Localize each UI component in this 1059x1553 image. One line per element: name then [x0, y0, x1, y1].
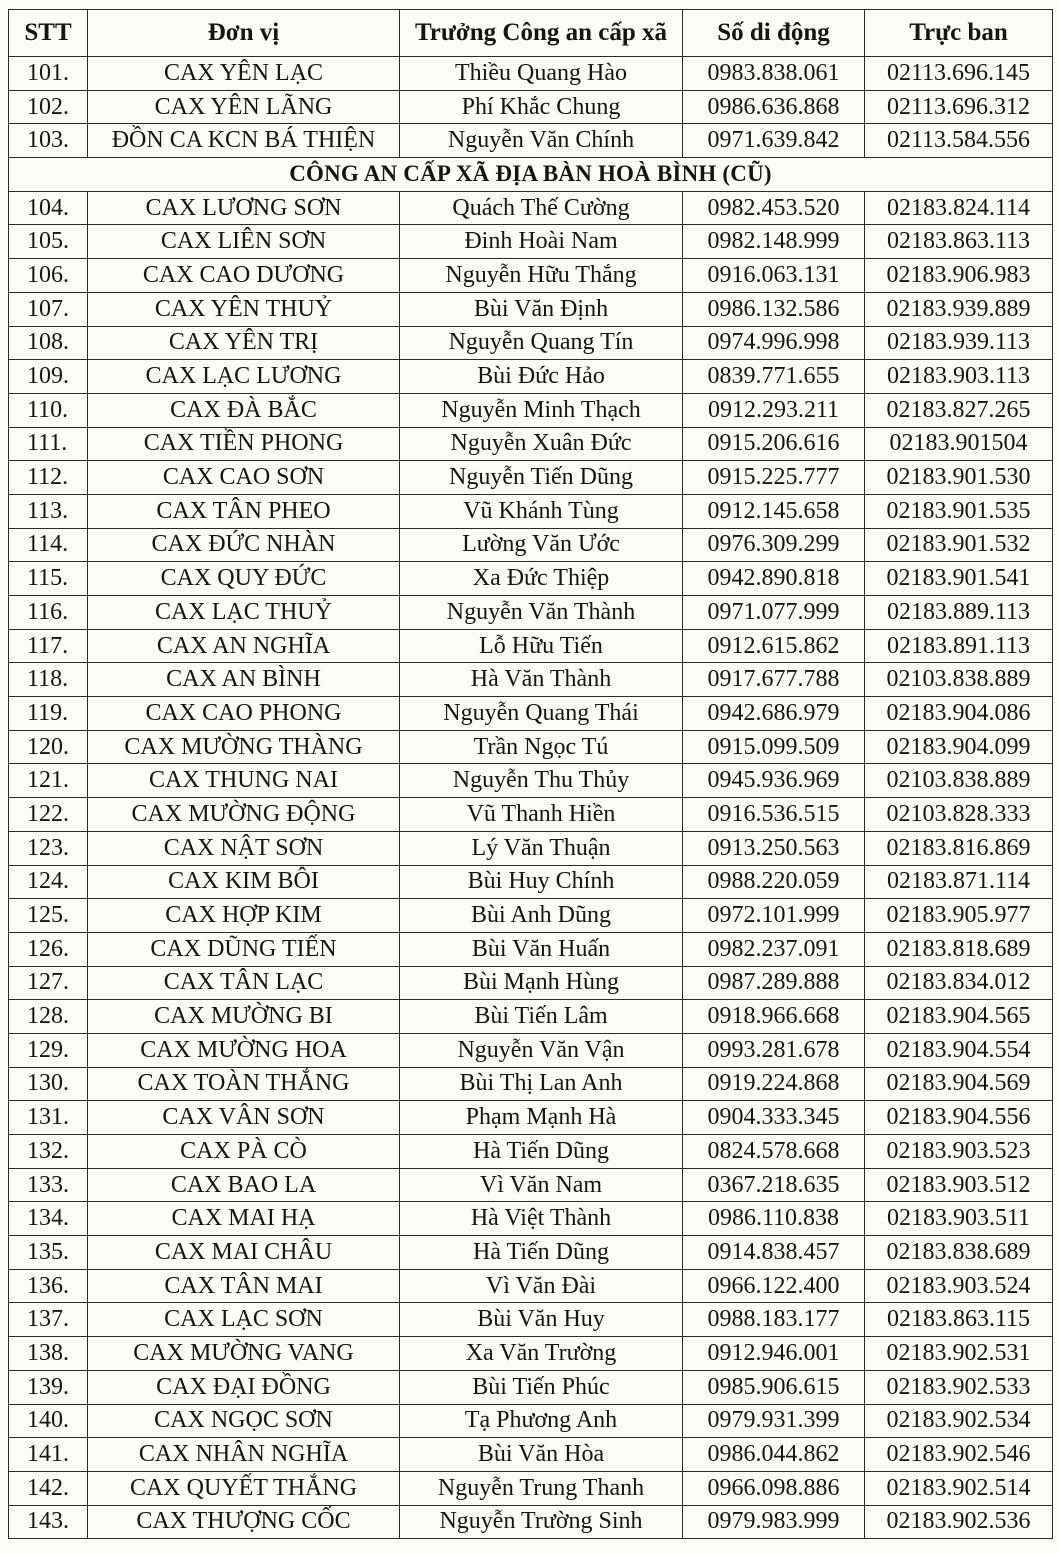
cell-unit: CAX MƯỜNG ĐỘNG [88, 798, 400, 832]
cell-stt: 101. [9, 57, 88, 91]
cell-unit: CAX LIÊN SƠN [88, 225, 400, 259]
cell-unit: CAX NẬT SƠN [88, 831, 400, 865]
cell-head-name: Quách Thế Cường [400, 191, 683, 225]
cell-mobile: 0986.132.586 [683, 292, 865, 326]
cell-duty: 02183.889.113 [865, 596, 1053, 630]
cell-unit: CAX AN BÌNH [88, 663, 400, 697]
cell-unit: CAX MƯỜNG HOA [88, 1033, 400, 1067]
table-row [9, 259, 1053, 293]
cell-unit: CAX ĐÀ BẮC [88, 393, 400, 427]
cell-unit: CAX MƯỜNG VANG [88, 1337, 400, 1371]
cell-stt: 143. [9, 1505, 88, 1539]
cell-mobile: 0919.224.868 [683, 1067, 865, 1101]
cell-unit: CAX YÊN LẠC [88, 57, 400, 91]
cell-unit: CAX CAO PHONG [88, 697, 400, 731]
header-stt: STT [9, 10, 88, 57]
table-row [9, 124, 1053, 158]
cell-stt: 136. [9, 1269, 88, 1303]
section-row [9, 158, 1053, 192]
cell-head-name: Hà Việt Thành [400, 1202, 683, 1236]
table-row [9, 1168, 1053, 1202]
cell-head-name: Nguyễn Hữu Thắng [400, 259, 683, 293]
cell-unit: CAX QUYẾT THẮNG [88, 1471, 400, 1505]
cell-mobile: 0904.333.345 [683, 1101, 865, 1135]
cell-mobile: 0988.220.059 [683, 865, 865, 899]
cell-stt: 140. [9, 1404, 88, 1438]
cell-stt: 127. [9, 966, 88, 1000]
header-duty-number: Trực ban [865, 10, 1053, 57]
cell-stt: 135. [9, 1236, 88, 1270]
cell-stt: 103. [9, 124, 88, 158]
cell-stt: 111. [9, 427, 88, 461]
cell-duty: 02183.906.983 [865, 259, 1053, 293]
cell-mobile: 0912.145.658 [683, 494, 865, 528]
cell-duty: 02183.902.531 [865, 1337, 1053, 1371]
cell-duty: 02183.902.534 [865, 1404, 1053, 1438]
cell-duty: 02183.939.113 [865, 326, 1053, 360]
table-row [9, 494, 1053, 528]
cell-unit: CAX YÊN LÃNG [88, 90, 400, 124]
table-row [9, 831, 1053, 865]
table-row [9, 393, 1053, 427]
table-row [9, 629, 1053, 663]
cell-stt: 124. [9, 865, 88, 899]
cell-duty: 02183.939.889 [865, 292, 1053, 326]
cell-mobile: 0918.966.668 [683, 1000, 865, 1034]
cell-duty: 02113.696.145 [865, 57, 1053, 91]
cell-unit: CAX TÂN LẠC [88, 966, 400, 1000]
cell-unit: CAX THƯỢNG CỐC [88, 1505, 400, 1539]
cell-duty: 02183.901.535 [865, 494, 1053, 528]
table-row [9, 1337, 1053, 1371]
table-row [9, 1000, 1053, 1034]
cell-mobile: 0982.148.999 [683, 225, 865, 259]
cell-unit: CAX THUNG NAI [88, 764, 400, 798]
table-row [9, 798, 1053, 832]
cell-mobile: 0971.077.999 [683, 596, 865, 630]
cell-mobile: 0974.996.998 [683, 326, 865, 360]
cell-stt: 113. [9, 494, 88, 528]
cell-stt: 115. [9, 562, 88, 596]
cell-stt: 116. [9, 596, 88, 630]
police-contact-table [8, 9, 1053, 1539]
cell-duty: 02183.904.569 [865, 1067, 1053, 1101]
cell-stt: 122. [9, 798, 88, 832]
cell-mobile: 0979.983.999 [683, 1505, 865, 1539]
cell-mobile: 0993.281.678 [683, 1033, 865, 1067]
cell-unit: CAX LẠC SƠN [88, 1303, 400, 1337]
cell-mobile: 0916.536.515 [683, 798, 865, 832]
cell-unit: CAX YÊN TRỊ [88, 326, 400, 360]
cell-head-name: Phạm Mạnh Hà [400, 1101, 683, 1135]
cell-head-name: Nguyễn Quang Thái [400, 697, 683, 731]
cell-unit: ĐỒN CA KCN BÁ THIỆN [88, 124, 400, 158]
cell-mobile: 0982.237.091 [683, 932, 865, 966]
cell-stt: 126. [9, 932, 88, 966]
cell-mobile: 0915.206.616 [683, 427, 865, 461]
cell-head-name: Bùi Tiến Lâm [400, 1000, 683, 1034]
cell-mobile: 0966.098.886 [683, 1471, 865, 1505]
cell-mobile: 0971.639.842 [683, 124, 865, 158]
cell-duty: 02183.891.113 [865, 629, 1053, 663]
cell-unit: CAX NHÂN NGHĨA [88, 1438, 400, 1472]
cell-unit: CAX LƯƠNG SƠN [88, 191, 400, 225]
cell-duty: 02113.584.556 [865, 124, 1053, 158]
header-mobile-number: Số di động [683, 10, 865, 57]
cell-mobile: 0986.110.838 [683, 1202, 865, 1236]
cell-unit: CAX TÂN PHEO [88, 494, 400, 528]
cell-mobile: 0986.636.868 [683, 90, 865, 124]
table-row [9, 225, 1053, 259]
cell-head-name: Nguyễn Trung Thanh [400, 1471, 683, 1505]
cell-duty: 02183.834.012 [865, 966, 1053, 1000]
cell-stt: 107. [9, 292, 88, 326]
cell-head-name: Vì Văn Đài [400, 1269, 683, 1303]
cell-head-name: Nguyễn Minh Thạch [400, 393, 683, 427]
cell-head-name: Nguyễn Quang Tín [400, 326, 683, 360]
cell-head-name: Trần Ngọc Tú [400, 730, 683, 764]
cell-mobile: 0912.293.211 [683, 393, 865, 427]
table-row [9, 1236, 1053, 1270]
cell-duty: 02183.838.689 [865, 1236, 1053, 1270]
cell-stt: 120. [9, 730, 88, 764]
cell-duty: 02183.904.086 [865, 697, 1053, 731]
cell-stt: 129. [9, 1033, 88, 1067]
cell-head-name: Bùi Văn Hòa [400, 1438, 683, 1472]
table-header [9, 10, 1053, 57]
cell-mobile: 0915.225.777 [683, 461, 865, 495]
cell-unit: CAX TÂN MAI [88, 1269, 400, 1303]
cell-stt: 110. [9, 393, 88, 427]
cell-duty: 02103.838.889 [865, 764, 1053, 798]
cell-duty: 02183.903.523 [865, 1135, 1053, 1169]
cell-stt: 133. [9, 1168, 88, 1202]
cell-unit: CAX NGỌC SƠN [88, 1404, 400, 1438]
cell-head-name: Bùi Thị Lan Anh [400, 1067, 683, 1101]
table-row [9, 1269, 1053, 1303]
cell-mobile: 0983.838.061 [683, 57, 865, 91]
cell-stt: 109. [9, 360, 88, 394]
cell-head-name: Nguyễn Xuân Đức [400, 427, 683, 461]
cell-duty: 02183.901.541 [865, 562, 1053, 596]
cell-unit: CAX VÂN SƠN [88, 1101, 400, 1135]
table-row [9, 1505, 1053, 1539]
table-row [9, 528, 1053, 562]
cell-stt: 134. [9, 1202, 88, 1236]
cell-duty: 02183.903.113 [865, 360, 1053, 394]
cell-mobile: 0986.044.862 [683, 1438, 865, 1472]
cell-head-name: Hà Tiến Dũng [400, 1236, 683, 1270]
cell-duty: 02183.818.689 [865, 932, 1053, 966]
cell-duty: 02183.871.114 [865, 865, 1053, 899]
table-row [9, 730, 1053, 764]
cell-mobile: 0915.099.509 [683, 730, 865, 764]
table-row [9, 1135, 1053, 1169]
cell-unit: CAX LẠC THUỶ [88, 596, 400, 630]
cell-duty: 02183.902.514 [865, 1471, 1053, 1505]
table-row [9, 1404, 1053, 1438]
cell-duty: 02183.824.114 [865, 191, 1053, 225]
cell-head-name: Vũ Thanh Hiền [400, 798, 683, 832]
table-row [9, 764, 1053, 798]
cell-head-name: Nguyễn Thu Thủy [400, 764, 683, 798]
cell-duty: 02183.902.533 [865, 1370, 1053, 1404]
table-body [9, 57, 1053, 1539]
cell-duty: 02103.838.889 [865, 663, 1053, 697]
cell-unit: CAX DŨNG TIẾN [88, 932, 400, 966]
cell-stt: 119. [9, 697, 88, 731]
cell-unit: CAX BAO LA [88, 1168, 400, 1202]
cell-head-name: Vũ Khánh Tùng [400, 494, 683, 528]
cell-stt: 106. [9, 259, 88, 293]
cell-stt: 123. [9, 831, 88, 865]
cell-head-name: Phí Khắc Chung [400, 90, 683, 124]
table-row [9, 90, 1053, 124]
cell-head-name: Lỗ Hữu Tiến [400, 629, 683, 663]
cell-mobile: 0942.686.979 [683, 697, 865, 731]
table-row [9, 360, 1053, 394]
cell-mobile: 0367.218.635 [683, 1168, 865, 1202]
cell-stt: 131. [9, 1101, 88, 1135]
cell-unit: CAX HỢP KIM [88, 899, 400, 933]
cell-head-name: Bùi Tiến Phúc [400, 1370, 683, 1404]
cell-stt: 104. [9, 191, 88, 225]
cell-unit: CAX CAO SƠN [88, 461, 400, 495]
cell-duty: 02183.904.565 [865, 1000, 1053, 1034]
table-row [9, 932, 1053, 966]
cell-duty: 02183.903.511 [865, 1202, 1053, 1236]
cell-duty: 02183.901.530 [865, 461, 1053, 495]
cell-head-name: Bùi Mạnh Hùng [400, 966, 683, 1000]
table-row [9, 1370, 1053, 1404]
cell-unit: CAX QUY ĐỨC [88, 562, 400, 596]
cell-head-name: Nguyễn Tiến Dũng [400, 461, 683, 495]
cell-mobile: 0914.838.457 [683, 1236, 865, 1270]
cell-duty: 02183.901.532 [865, 528, 1053, 562]
cell-mobile: 0913.250.563 [683, 831, 865, 865]
cell-stt: 105. [9, 225, 88, 259]
cell-mobile: 0972.101.999 [683, 899, 865, 933]
cell-mobile: 0976.309.299 [683, 528, 865, 562]
cell-head-name: Thiều Quang Hào [400, 57, 683, 91]
cell-stt: 141. [9, 1438, 88, 1472]
table-row [9, 292, 1053, 326]
cell-unit: CAX MƯỜNG THÀNG [88, 730, 400, 764]
cell-head-name: Hà Văn Thành [400, 663, 683, 697]
cell-head-name: Vì Văn Nam [400, 1168, 683, 1202]
cell-duty: 02183.904.556 [865, 1101, 1053, 1135]
cell-duty: 02183.902.536 [865, 1505, 1053, 1539]
cell-stt: 114. [9, 528, 88, 562]
cell-head-name: Bùi Văn Định [400, 292, 683, 326]
cell-head-name: Xa Văn Trường [400, 1337, 683, 1371]
cell-unit: CAX MAI HẠ [88, 1202, 400, 1236]
cell-stt: 108. [9, 326, 88, 360]
cell-stt: 125. [9, 899, 88, 933]
cell-head-name: Bùi Huy Chính [400, 865, 683, 899]
table-row [9, 1067, 1053, 1101]
cell-mobile: 0982.453.520 [683, 191, 865, 225]
table-row [9, 1303, 1053, 1337]
table-row [9, 191, 1053, 225]
table-row [9, 1438, 1053, 1472]
table-row [9, 663, 1053, 697]
cell-head-name: Bùi Văn Huy [400, 1303, 683, 1337]
cell-duty: 02183.903.524 [865, 1269, 1053, 1303]
cell-mobile: 0839.771.655 [683, 360, 865, 394]
table-row [9, 461, 1053, 495]
cell-mobile: 0945.936.969 [683, 764, 865, 798]
cell-unit: CAX ĐỨC NHÀN [88, 528, 400, 562]
cell-mobile: 0824.578.668 [683, 1135, 865, 1169]
table-row [9, 1101, 1053, 1135]
cell-head-name: Lý Văn Thuận [400, 831, 683, 865]
cell-mobile: 0979.931.399 [683, 1404, 865, 1438]
cell-stt: 112. [9, 461, 88, 495]
cell-mobile: 0988.183.177 [683, 1303, 865, 1337]
cell-mobile: 0966.122.400 [683, 1269, 865, 1303]
cell-stt: 117. [9, 629, 88, 663]
cell-duty: 02183.901504 [865, 427, 1053, 461]
cell-duty: 02103.828.333 [865, 798, 1053, 832]
cell-mobile: 0916.063.131 [683, 259, 865, 293]
cell-head-name: Tạ Phương Anh [400, 1404, 683, 1438]
cell-duty: 02183.816.869 [865, 831, 1053, 865]
cell-unit: CAX TIỀN PHONG [88, 427, 400, 461]
cell-head-name: Bùi Anh Dũng [400, 899, 683, 933]
table-row [9, 596, 1053, 630]
cell-stt: 102. [9, 90, 88, 124]
cell-unit: CAX KIM BÔI [88, 865, 400, 899]
cell-stt: 128. [9, 1000, 88, 1034]
cell-stt: 137. [9, 1303, 88, 1337]
cell-head-name: Hà Tiến Dũng [400, 1135, 683, 1169]
cell-mobile: 0912.615.862 [683, 629, 865, 663]
cell-duty: 02183.827.265 [865, 393, 1053, 427]
cell-head-name: Lường Văn Ước [400, 528, 683, 562]
cell-head-name: Nguyễn Văn Thành [400, 596, 683, 630]
table-row [9, 326, 1053, 360]
cell-duty: 02183.902.546 [865, 1438, 1053, 1472]
cell-head-name: Nguyễn Trường Sinh [400, 1505, 683, 1539]
cell-mobile: 0942.890.818 [683, 562, 865, 596]
table-row [9, 562, 1053, 596]
cell-head-name: Bùi Văn Huấn [400, 932, 683, 966]
cell-duty: 02183.863.115 [865, 1303, 1053, 1337]
cell-stt: 138. [9, 1337, 88, 1371]
cell-stt: 118. [9, 663, 88, 697]
table-row [9, 1033, 1053, 1067]
cell-stt: 121. [9, 764, 88, 798]
cell-unit: CAX YÊN THUỶ [88, 292, 400, 326]
cell-head-name: Nguyễn Văn Chính [400, 124, 683, 158]
table-row [9, 697, 1053, 731]
header-commune-police-head: Trưởng Công an cấp xã [400, 10, 683, 57]
header-unit: Đơn vị [88, 10, 400, 57]
cell-head-name: Nguyễn Văn Vận [400, 1033, 683, 1067]
cell-mobile: 0985.906.615 [683, 1370, 865, 1404]
table-row [9, 966, 1053, 1000]
cell-unit: CAX MAI CHÂU [88, 1236, 400, 1270]
table-row [9, 1202, 1053, 1236]
cell-head-name: Bùi Đức Hảo [400, 360, 683, 394]
table-row [9, 57, 1053, 91]
cell-duty: 02183.863.113 [865, 225, 1053, 259]
table-row [9, 1471, 1053, 1505]
cell-stt: 139. [9, 1370, 88, 1404]
cell-head-name: Đinh Hoài Nam [400, 225, 683, 259]
cell-unit: CAX TOÀN THẮNG [88, 1067, 400, 1101]
cell-unit: CAX LẠC LƯƠNG [88, 360, 400, 394]
cell-duty: 02113.696.312 [865, 90, 1053, 124]
cell-duty: 02183.904.554 [865, 1033, 1053, 1067]
section-title: CÔNG AN CẤP XÃ ĐỊA BÀN HOÀ BÌNH (CŨ) [9, 158, 1053, 192]
cell-unit: CAX AN NGHĨA [88, 629, 400, 663]
cell-unit: CAX MƯỜNG BI [88, 1000, 400, 1034]
cell-duty: 02183.905.977 [865, 899, 1053, 933]
cell-head-name: Xa Đức Thiệp [400, 562, 683, 596]
cell-unit: CAX ĐẠI ĐỒNG [88, 1370, 400, 1404]
table-row [9, 899, 1053, 933]
cell-unit: CAX PÀ CÒ [88, 1135, 400, 1169]
cell-mobile: 0987.289.888 [683, 966, 865, 1000]
cell-mobile: 0917.677.788 [683, 663, 865, 697]
table-row [9, 427, 1053, 461]
cell-unit: CAX CAO DƯƠNG [88, 259, 400, 293]
cell-duty: 02183.903.512 [865, 1168, 1053, 1202]
cell-stt: 142. [9, 1471, 88, 1505]
cell-stt: 132. [9, 1135, 88, 1169]
cell-mobile: 0912.946.001 [683, 1337, 865, 1371]
table-row [9, 865, 1053, 899]
cell-duty: 02183.904.099 [865, 730, 1053, 764]
header-row [9, 10, 1053, 57]
cell-stt: 130. [9, 1067, 88, 1101]
